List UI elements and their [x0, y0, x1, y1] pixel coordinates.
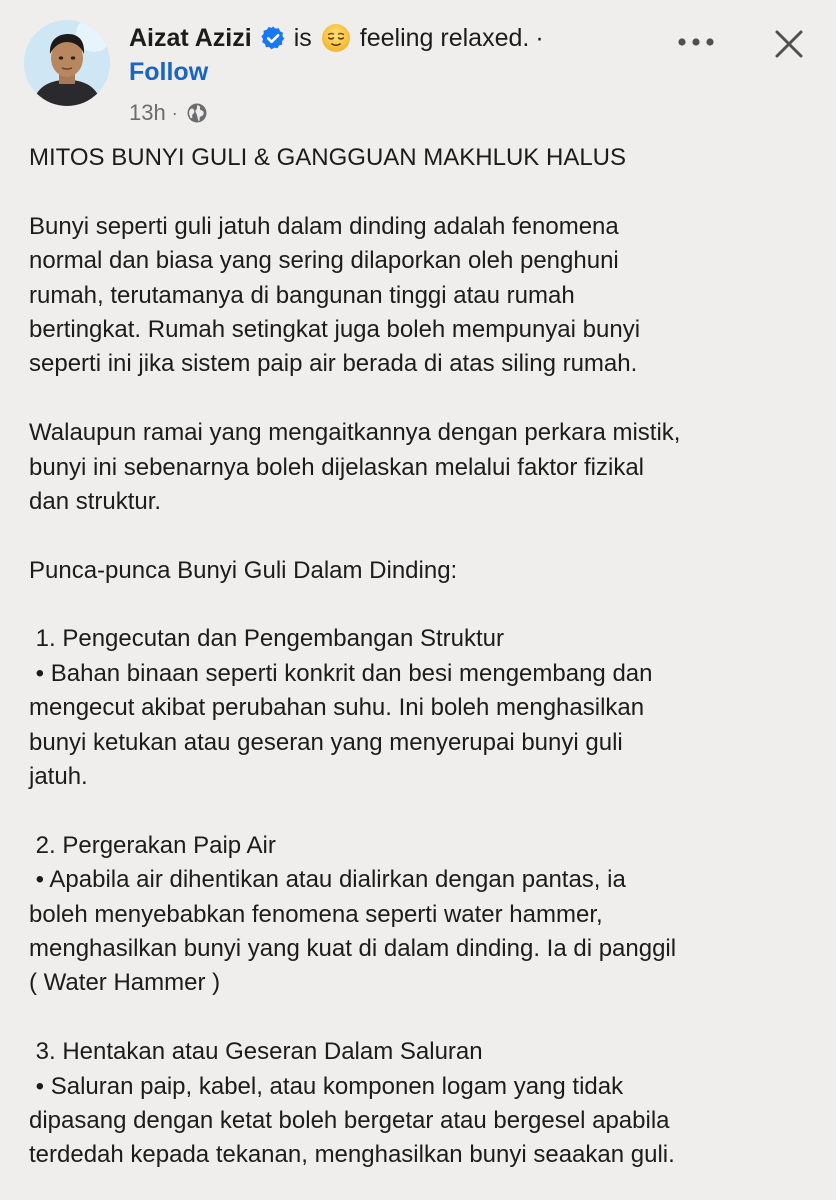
post-line: seperti ini jika sistem paip air berada di atas siling rumah.	[29, 350, 638, 378]
list-item-bullet: • Apabila air dihentikan atau dialirkan dengan pantas, ia	[29, 866, 626, 894]
post-line: normal dan biasa yang sering dilaporkan oleh penghuni	[29, 247, 619, 275]
close-button[interactable]	[765, 20, 813, 68]
avatar[interactable]	[24, 20, 110, 106]
header-separator: ·	[535, 23, 544, 52]
relieved-face-emoji	[321, 23, 351, 53]
post-line: bunyi ketukan atau geseran yang menyerupai bunyi guli	[29, 728, 623, 756]
post-line: dan struktur.	[29, 487, 162, 515]
post-line: rumah, terutamanya di bangunan tinggi atau rumah	[29, 281, 575, 309]
post-line: Walaupun ramai yang mengaitkannya dengan perkara mistik,	[29, 419, 681, 447]
list-item-heading: 2. Pergerakan Paip Air	[29, 831, 276, 859]
feeling-text: feeling relaxed.	[359, 23, 530, 52]
post-line: menghasilkan bunyi yang kuat di dalam dinding. Ia di panggil	[29, 934, 677, 962]
is-text: is	[293, 23, 312, 52]
post-line	[29, 794, 819, 828]
post-line: bunyi ini sebenarnya boleh dijelaskan melalui faktor fizikal	[29, 453, 645, 481]
globe-icon[interactable]	[186, 102, 208, 124]
author-line	[129, 18, 544, 58]
post-line	[29, 588, 819, 622]
post-line: bertingkat. Rumah setingkat juga boleh mempunyai bunyi	[29, 315, 641, 343]
list-item-bullet: • Saluran paip, kabel, atau komponen logam yang tidak	[29, 1072, 624, 1100]
post-meta	[129, 98, 208, 128]
close-icon	[774, 29, 804, 59]
post-text	[29, 141, 819, 1173]
author-name[interactable]: Aizat Azizi	[129, 23, 252, 52]
verified-badge-icon	[260, 25, 286, 51]
post-timestamp[interactable]: 13h	[129, 100, 166, 125]
list-item-heading: 3. Hentakan atau Geseran Dalam Saluran	[29, 1038, 483, 1066]
post-line	[29, 519, 819, 553]
avatar-image	[24, 20, 110, 106]
post-line: boleh menyebabkan fenomena seperti water hammer,	[29, 900, 603, 928]
post-line: mengecut akibat perubahan suhu. Ini boleh menghasilkan	[29, 694, 645, 722]
post-line	[29, 382, 819, 416]
post-line: ( Water Hammer )	[29, 969, 221, 997]
post-line	[29, 175, 819, 209]
list-item-bullet: • Bahan binaan seperti konkrit dan besi mengembang dan	[29, 659, 653, 687]
section-heading: Punca-punca Bunyi Guli Dalam Dinding:	[29, 556, 458, 584]
meta-separator: ·	[171, 102, 178, 123]
post-line: jatuh.	[29, 763, 88, 791]
more-horizontal-icon	[676, 37, 716, 47]
post-header	[0, 0, 836, 140]
post-line: Bunyi seperti guli jatuh dalam dinding adalah fenomena	[29, 212, 619, 240]
post-line: terdedah kepada tekanan, menghasilkan bunyi seaakan guli.	[29, 1141, 675, 1169]
list-item-heading: 1. Pengecutan dan Pengembangan Struktur	[29, 625, 505, 653]
more-options-button[interactable]	[672, 22, 720, 62]
post-line: dipasang dengan ketat boleh bergetar atau bergesel apabila	[29, 1106, 670, 1134]
follow-button[interactable]: Follow	[129, 58, 209, 86]
post-title: MITOS BUNYI GULI & GANGGUAN MAKHLUK HALUS	[29, 144, 627, 171]
post-line	[29, 1001, 819, 1035]
